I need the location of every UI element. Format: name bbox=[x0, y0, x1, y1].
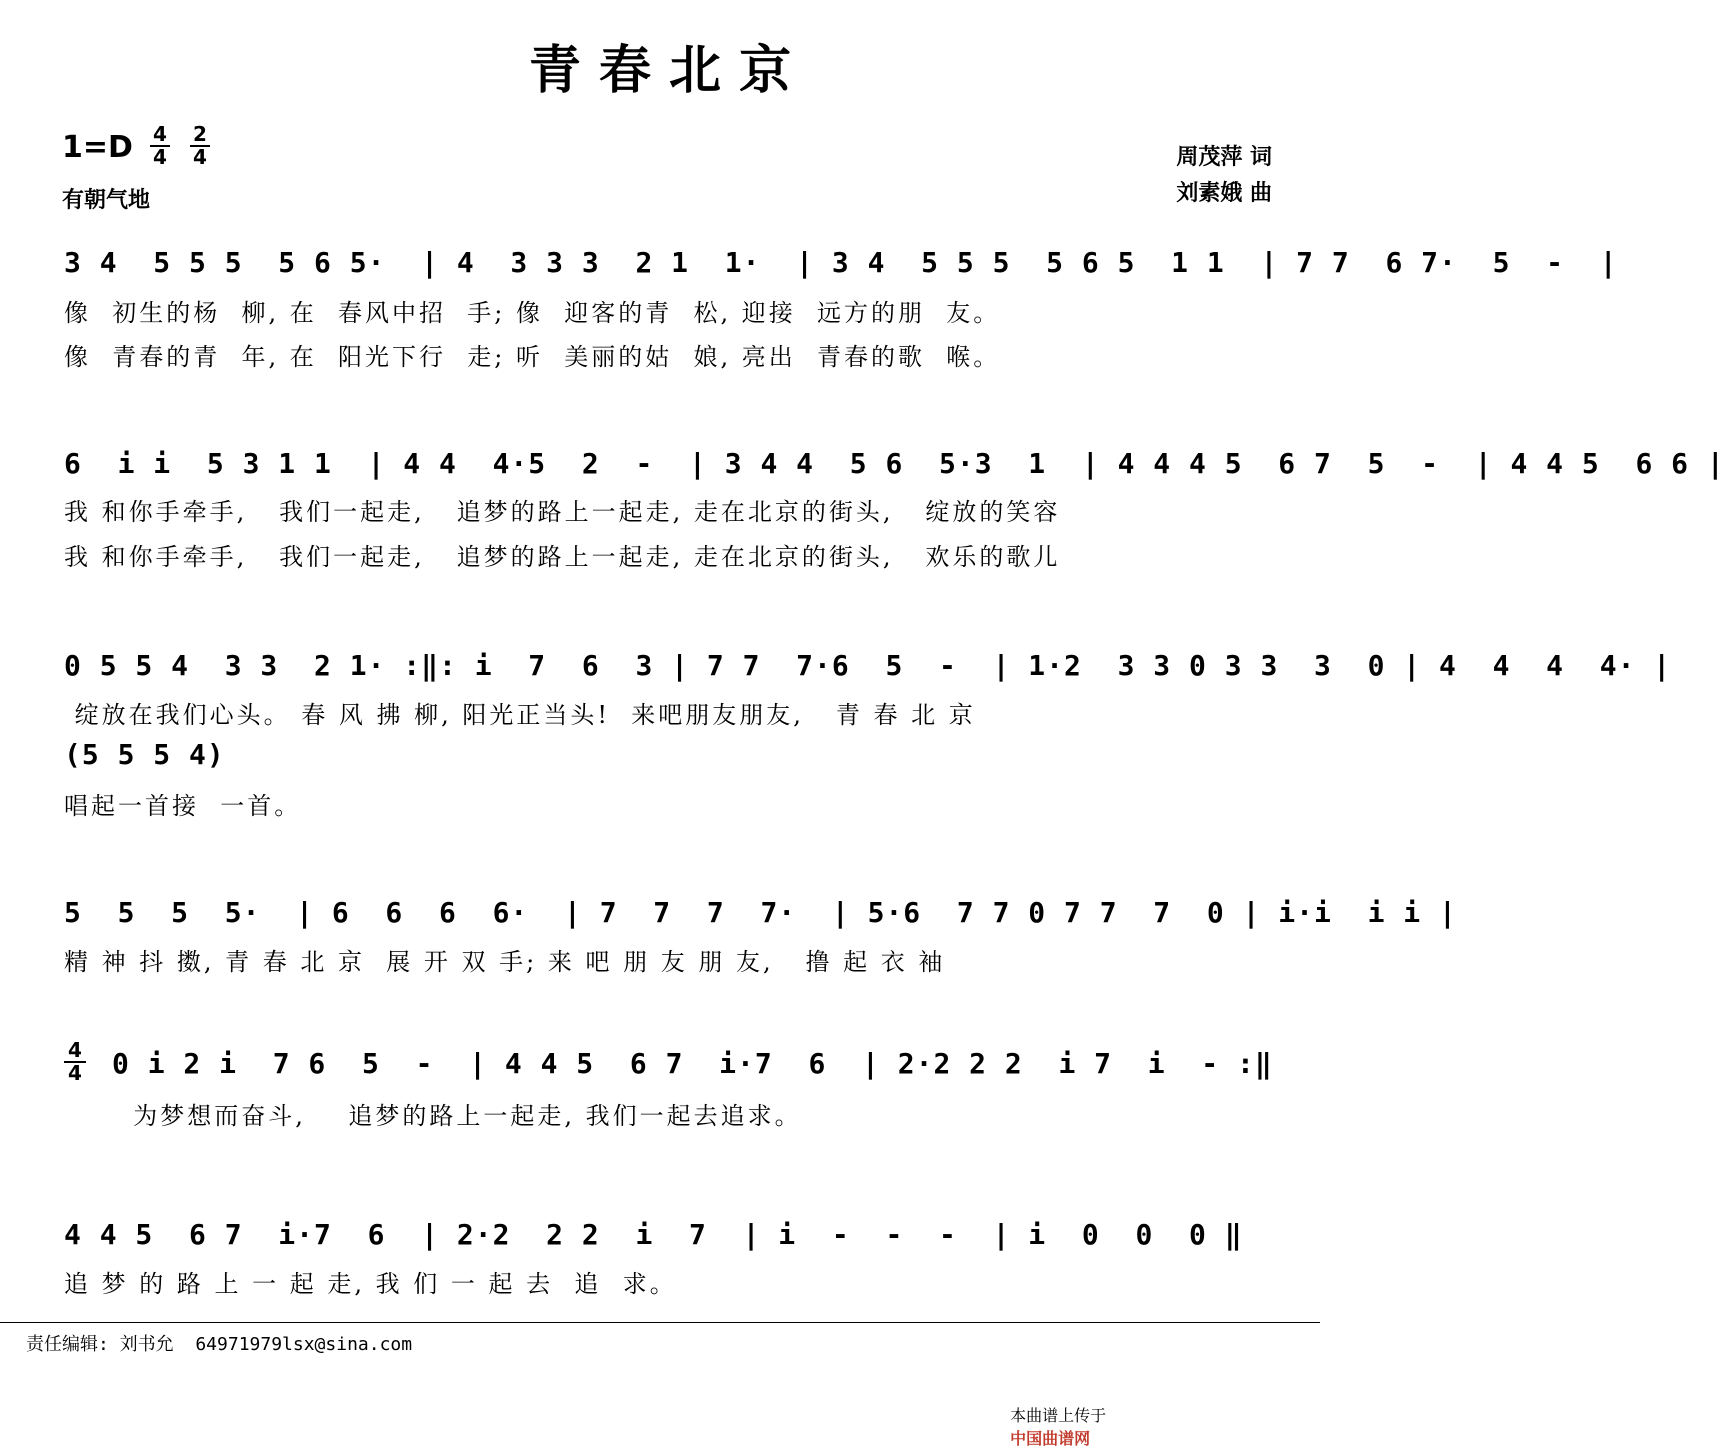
lyric-row-5: 为梦想而奋斗, 追梦的路上一起走, 我们一起去追求。 bbox=[112, 1102, 802, 1130]
lyric-row-4: 精 神 抖 擞, 青 春 北 京 展 开 双 手; 来 吧 朋 友 朋 友, 撸 起 衣 袖 bbox=[64, 948, 946, 976]
meter-numerator: 4 bbox=[68, 1038, 82, 1062]
lyric-row-2-verse-1: 我 和你手牵手, 我们一起走, 追梦的路上一起走, 走在北京的街头, 绽放的笑容 bbox=[64, 498, 1061, 526]
lyric-row-6: 追 梦 的 路 上 一 起 走, 我 们 一 起 去 追 求。 bbox=[64, 1270, 677, 1298]
meter-denominator: 4 bbox=[68, 1061, 82, 1085]
footer-divider bbox=[0, 1322, 1320, 1323]
footer-brand[interactable]: 中国曲谱网 bbox=[1010, 1429, 1091, 1448]
meter-change-4-4 bbox=[64, 1040, 86, 1084]
time-sig-denominator: 4 bbox=[193, 145, 207, 169]
footer-prefix: 本曲谱上传于 bbox=[1010, 1406, 1107, 1425]
lyric-row-3: 绽放在我们心头。 春 风 拂 柳, 阳光正当头! 来吧朋友朋友, 青 春 北 京 bbox=[64, 701, 976, 729]
notation-row-3: 0 5 5 4 3 3 2 1· :‖: i 7 6 3 | 7 7 7·6 5 - | 1·2 3 3 0 3 3 3 0 | 4 4 4 4· | bbox=[64, 649, 1672, 682]
key-signature: 1=D bbox=[62, 130, 133, 165]
notation-row-4: 5 5 5 5· | 6 6 6 6· | 7 7 7 7· | 5·6 7 7 0 7 7 7 0 | i·i i i | bbox=[64, 896, 1457, 929]
time-sig-denominator: 4 bbox=[153, 145, 167, 169]
alternate-notation: (5 5 5 4) bbox=[64, 738, 225, 771]
editor-credit: 责任编辑: 刘书允 64971979lsx@sina.com bbox=[26, 1334, 413, 1355]
lyricist-credit: 周茂萍 词 bbox=[1176, 145, 1272, 170]
site-footer bbox=[1000, 1384, 1106, 1449]
notation-row-2: 6 i i 5 3 1 1 | 4 4 4·5 2 - | 3 4 4 5 6 5·3 1 | 4 4 4 5 6 7 5 - | 4 4 5 6 6 | bbox=[64, 447, 1725, 480]
notation-row-1: 3 4 5 5 5 5 6 5· | 4 3 3 3 2 1 1· | 3 4 5 5 5 5 6 5 1 1 | 7 7 6 7· 5 - | bbox=[64, 246, 1618, 279]
lyric-row-1-verse-1: 像 初生的杨 柳, 在 春风中招 手; 像 迎客的青 松, 迎接 远方的朋 友。 bbox=[64, 299, 1001, 327]
page-title: 青 春 北 京 bbox=[528, 40, 792, 101]
lyric-row-2-verse-2: 我 和你手牵手, 我们一起走, 追梦的路上一起走, 走在北京的街头, 欢乐的歌儿 bbox=[64, 543, 1061, 571]
lyric-row-1-verse-2: 像 青春的青 年, 在 阳光下行 走; 听 美丽的姑 娘, 亮出 青春的歌 喉。 bbox=[64, 343, 1001, 371]
composer-credit: 刘素娥 曲 bbox=[1176, 181, 1272, 206]
time-sig-numerator: 4 bbox=[153, 122, 167, 146]
time-signature-4-4 bbox=[148, 124, 172, 168]
notation-row-6: 4 4 5 6 7 i·7 6 | 2·2 2 2 i 7 | i - - - | i 0 0 0 ‖ bbox=[64, 1218, 1243, 1251]
alternate-lyric: 唱起一首接 一首。 bbox=[64, 792, 302, 820]
tempo-marking: 有朝气地 bbox=[62, 188, 151, 213]
time-signature-2-4 bbox=[188, 124, 212, 168]
time-sig-numerator: 2 bbox=[193, 122, 207, 146]
notation-row-5: 0 i 2 i 7 6 5 - | 4 4 5 6 7 i·7 6 | 2·2 2 2 i 7 i - :‖ bbox=[112, 1047, 1273, 1080]
